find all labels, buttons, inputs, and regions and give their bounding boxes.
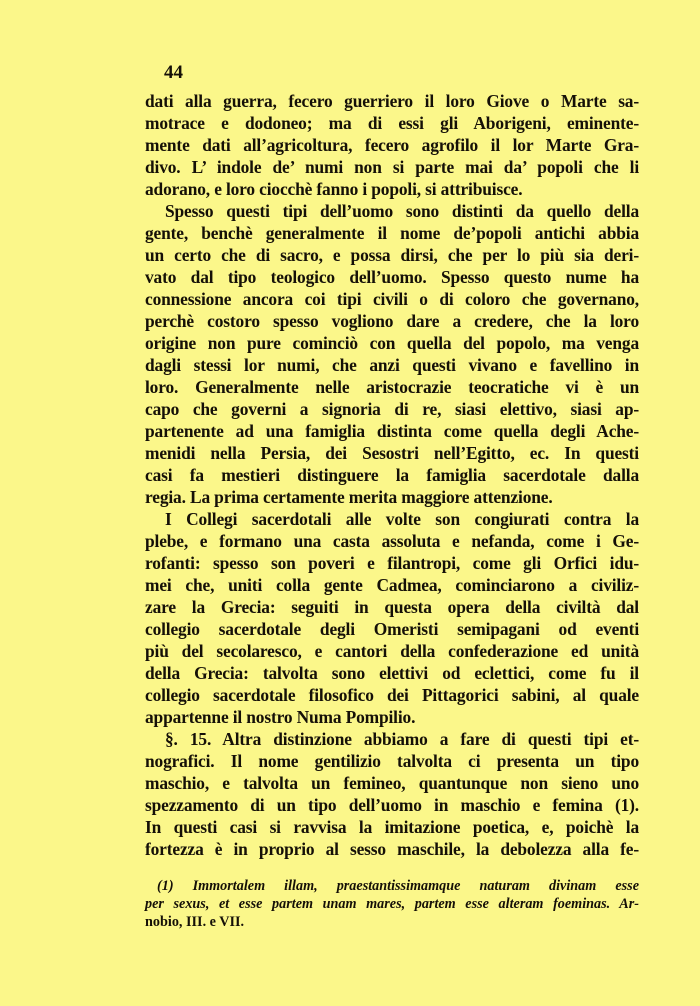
text-line: collegio sacerdotale filosofico dei Pittagorici sabini, al quale bbox=[145, 685, 639, 705]
text-line: dati alla guerra, fecero guerriero il loro Giove o Marte sa- bbox=[145, 91, 639, 111]
page-number: 44 bbox=[164, 62, 183, 83]
text-line: zare la Grecia: seguiti in questa opera della civiltà dal bbox=[145, 597, 639, 617]
text-line: partenente ad una famiglia distinta come quella degli Ache- bbox=[145, 421, 639, 441]
text-line: mei che, uniti colla gente Cadmea, cominciarono a civiliz- bbox=[145, 575, 639, 595]
text-line: §. 15. Altra distinzione abbiamo a fare di questi tipi et- bbox=[165, 729, 639, 749]
text-line: nografici. Il nome gentilizio talvolta ci presenta un tipo bbox=[145, 751, 639, 771]
text-line: rofanti: spesso son poveri e filantropi, come gli Orfici idu- bbox=[145, 553, 639, 573]
text-line: adorano, e loro ciocchè fanno i popoli, si attribuisce. bbox=[145, 179, 523, 199]
text-line: spezzamento di un tipo dell’uomo in maschio e femina (1). bbox=[145, 795, 639, 815]
footnote-line: (1) Immortalem illam, praestantissimamque naturam divinam esse bbox=[157, 878, 639, 894]
footnote bbox=[145, 877, 639, 931]
text-line: fortezza è in proprio al sesso maschile, la debolezza alla fe- bbox=[145, 839, 639, 859]
text-line: mente dati all’agricoltura, fecero agrofilo il lor Marte Gra- bbox=[145, 135, 639, 155]
footnote-line: per sexus, et esse partem unam mares, partem esse alteram foeminas. Ar- bbox=[145, 896, 639, 912]
text-line: motrace e dodoneo; ma di essi gli Aborigeni, eminente- bbox=[145, 113, 639, 133]
text-line: collegio sacerdotale degli Omeristi semipagani od eventi bbox=[145, 619, 639, 639]
text-line: maschio, e talvolta un femineo, quantunque non sieno uno bbox=[145, 773, 639, 793]
text-line: loro. Generalmente nelle aristocrazie teocratiche vi è un bbox=[145, 377, 639, 397]
text-line: regia. La prima certamente merita maggiore attenzione. bbox=[145, 487, 553, 507]
text-line: casi fa mestieri distinguere la famiglia sacerdotale dalla bbox=[145, 465, 639, 485]
text-line: plebe, e formano una casta assoluta e nefanda, come i Ge- bbox=[145, 531, 639, 551]
text-line: origine non pure cominciò con quella del popolo, ma venga bbox=[145, 333, 639, 353]
text-line: perchè costoro spesso vogliono dare a credere, che la loro bbox=[145, 311, 639, 331]
text-line: divo. L’ indole de’ numi non si parte mai da’ popoli che li bbox=[145, 157, 639, 177]
text-line: più del secolaresco, e cantori della confederazione ed unità bbox=[145, 641, 639, 661]
text-line: menidi nella Persia, dei Sesostri nell’Egitto, ec. In questi bbox=[145, 443, 639, 463]
text-line: appartenne il nostro Numa Pompilio. bbox=[145, 707, 416, 727]
text-line: In questi casi si ravvisa la imitazione poetica, e, poichè la bbox=[145, 817, 639, 837]
text-line: della Grecia: talvolta sono elettivi od eclettici, come fu il bbox=[145, 663, 639, 683]
text-line: connessione ancora coi tipi civili o di coloro che governano, bbox=[145, 289, 639, 309]
footnote-line: nobio, III. e VII. bbox=[145, 914, 245, 930]
text-line: capo che governi a signoria di re, siasi elettivo, siasi ap- bbox=[145, 399, 639, 419]
text-line: un certo che di sacro, e possa dirsi, che per lo più sia deri- bbox=[145, 245, 639, 265]
text-line: Spesso questi tipi dell’uomo sono distinti da quello della bbox=[165, 201, 639, 221]
text-line: gente, benchè generalmente il nome de’popoli antichi abbia bbox=[145, 223, 639, 243]
body-text bbox=[145, 90, 639, 860]
text-line: I Collegi sacerdotali alle volte son congiurati contra la bbox=[165, 509, 639, 529]
text-line: vato dal tipo teologico dell’uomo. Spesso questo nume ha bbox=[145, 267, 639, 287]
text-line: dagli stessi lor numi, che anzi questi vivano e favellino in bbox=[145, 355, 639, 375]
